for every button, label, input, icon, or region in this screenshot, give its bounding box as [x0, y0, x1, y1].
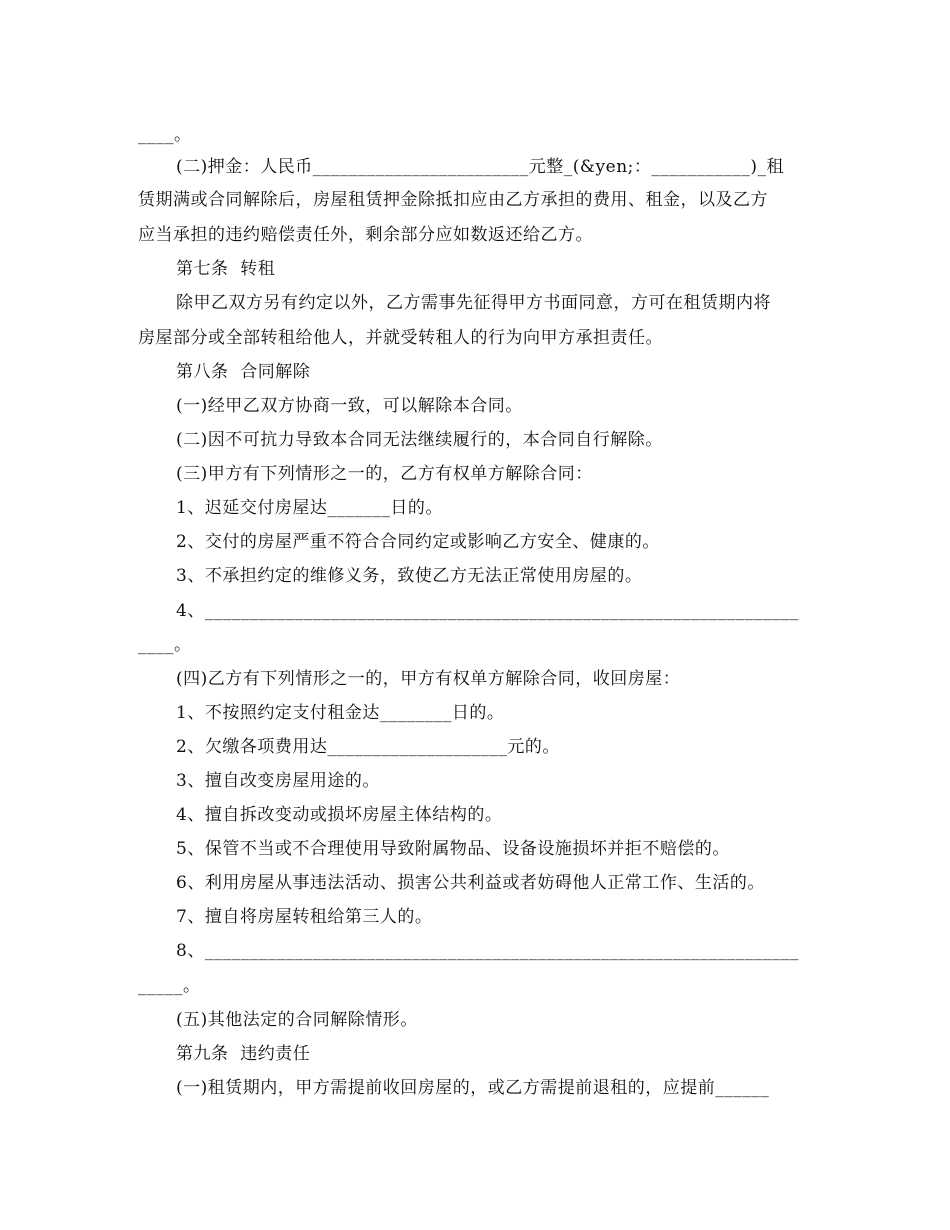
section-heading: 第八条 合同解除 — [176, 362, 311, 382]
text-line: 应当承担的违约赔偿责任外，剩余部分应如数返还给乙方。 — [138, 225, 593, 245]
section-heading: 第九条 违约责任 — [176, 1044, 311, 1064]
text-line: 房屋部分或全部转租给他人，并就受转租人的行为向甲方承担责任。 — [138, 328, 663, 348]
list-item: 4、__________________________________________________________________ — [176, 601, 799, 621]
text-line: (一)经甲乙双方协商一致，可以解除本合同。 — [176, 396, 523, 416]
list-item: 2、交付的房屋严重不符合合同约定或影响乙方安全、健康的。 — [176, 532, 660, 552]
text-line: (三)甲方有下列情形之一的，乙方有权单方解除合同： — [176, 464, 593, 484]
text-line: ____。 — [138, 635, 192, 655]
list-item: 2、欠缴各项费用达____________________元的。 — [176, 737, 560, 757]
text-line: 除甲乙双方另有约定以外，乙方需事先征得甲方书面同意，方可在租赁期内将 — [176, 293, 771, 313]
text-line: _____。 — [138, 976, 201, 996]
text-line: (五)其他法定的合同解除情形。 — [176, 1010, 418, 1030]
list-item: 4、擅自拆改变动或损坏房屋主体结构的。 — [176, 805, 503, 825]
text-line: 赁期满或合同解除后，房屋租赁押金除抵扣应由乙方承担的费用、租金，以及乙方 — [138, 190, 768, 210]
text-line: (二)押金：人民币________________________元整_(&yen;：___________)_租 — [176, 157, 785, 177]
list-item: 5、保管不当或不合理使用导致附属物品、设备设施损坏并拒不赔偿的。 — [176, 839, 730, 859]
text-line: (一)租赁期内，甲方需提前收回房屋的，或乙方需提前退租的，应提前______ — [176, 1078, 770, 1098]
section-heading: 第七条 转租 — [176, 259, 276, 279]
text-line: (二)因不可抗力导致本合同无法继续履行的，本合同自行解除。 — [176, 430, 663, 450]
list-item: 3、不承担约定的维修义务，致使乙方无法正常使用房屋的。 — [176, 566, 643, 586]
list-item: 3、擅自改变房屋用途的。 — [176, 771, 380, 791]
text-line: (四)乙方有下列情形之一的，甲方有权单方解除合同，收回房屋： — [176, 669, 681, 689]
list-item: 8、__________________________________________________________________ — [176, 941, 799, 961]
text-line: ____。 — [138, 125, 192, 145]
list-item: 7、擅自将房屋转租给第三人的。 — [176, 907, 433, 927]
list-item: 6、利用房屋从事违法活动、损害公共利益或者妨碍他人正常工作、生活的。 — [176, 873, 765, 893]
list-item: 1、不按照约定支付租金达________日的。 — [176, 703, 505, 723]
list-item: 1、迟延交付房屋达_______日的。 — [176, 498, 443, 518]
